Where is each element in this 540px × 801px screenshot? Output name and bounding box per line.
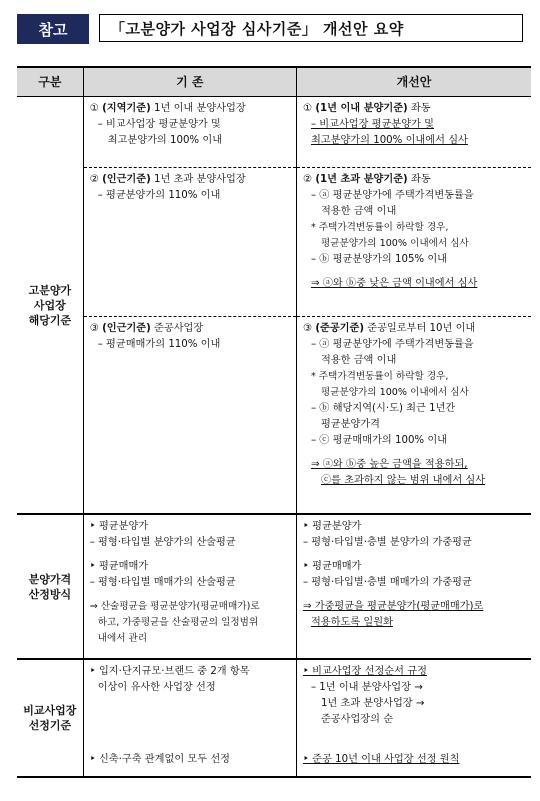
item-heading: ③ (준공기준) 준공일로부터 10년 이내 xyxy=(302,323,476,334)
conclusion-text: ⇒ 산술평균을 평균분양가(평균매매가)로 xyxy=(89,601,260,612)
item-text: – 비교사업장 평균분양가 및 xyxy=(97,119,221,130)
item-text: – 평형·타입별 분양가의 산술평균 xyxy=(89,537,236,548)
column-header-improved: 개선안 xyxy=(296,67,531,97)
note-text: * 주택가격변동률이 하락할 경우, xyxy=(310,222,449,233)
bullet-text: ‣ 신축·구축 관계없이 모두 선정 xyxy=(89,754,230,765)
category-high-price-criteria xyxy=(17,97,83,515)
item-text: – 평형·타입별 매매가의 산술평균 xyxy=(89,577,236,588)
item-text: 최고분양가의 100% 이내에서 심사 xyxy=(310,135,468,146)
item-text: – ⓒ 평균매매가의 100% 이내 xyxy=(310,435,448,446)
bullet-text: ‣ 비교사업장 선정순서 규정 xyxy=(302,666,427,677)
item-text: 적용한 금액 이내 xyxy=(320,206,397,217)
existing-cell xyxy=(83,659,296,777)
note-text: 평균분양가의 100% 이내에서 심사 xyxy=(320,387,469,398)
item-text: – 비교사업장 평균분양가 및 xyxy=(310,119,434,130)
item-text: – ⓐ 평균분양가에 주택가격변동률을 xyxy=(310,339,474,350)
category-label: 사업장 xyxy=(33,298,66,312)
note-text: * 주택가격변동률이 하락할 경우, xyxy=(310,371,449,382)
table-row xyxy=(17,514,531,659)
item-text: – ⓐ 평균분양가에 주택가격변동률을 xyxy=(310,190,474,201)
item-text: 평균분양가격 xyxy=(320,419,380,430)
table-row xyxy=(17,97,531,168)
category-label: 비교사업장 xyxy=(23,704,77,717)
item-text: – 평형·타입별·층별 매매가의 가중평균 xyxy=(302,577,472,588)
bullet-text: ‣ 준공 10년 이내 사업장 선정 원칙 xyxy=(302,754,460,765)
item-text: 최고분양가의 100% 이내 xyxy=(107,135,223,146)
column-header-category: 구분 xyxy=(17,67,83,97)
category-label: 해당기준 xyxy=(28,313,72,327)
category-label: 선정기준 xyxy=(28,719,72,732)
reference-badge: 참고 xyxy=(17,14,89,44)
item-heading: ② (1년 초과 분양기준) 좌동 xyxy=(302,174,431,185)
existing-cell xyxy=(83,168,296,317)
category-label: 산정방식 xyxy=(28,587,72,601)
conclusion-text: 적용하도록 일원화 xyxy=(310,617,393,628)
column-header-existing: 기 존 xyxy=(83,67,296,97)
conclusion-text: ⇒ 가중평균을 평균분양가(평균매매가)로 xyxy=(302,601,484,612)
category-pricing-method xyxy=(17,514,83,659)
item-heading: ① (지역기준) 1년 이내 분양사업장 xyxy=(89,103,246,114)
conclusion-text: ⓒ를 초과하지 않는 범위 내에서 심사 xyxy=(320,475,486,486)
comparison-table xyxy=(17,66,531,778)
conclusion-text: 내에서 관리 xyxy=(97,633,148,644)
improved-cell xyxy=(296,97,531,168)
improved-cell xyxy=(296,659,531,777)
bullet-text: ‣ 평균분양가 xyxy=(89,521,149,532)
item-text: 1년 초과 분양사업장 → xyxy=(320,698,425,709)
item-heading: ① (1년 이내 분양기준) 좌동 xyxy=(302,103,431,114)
item-text: 이상이 유사한 사업장 선정 xyxy=(97,682,216,693)
improved-cell xyxy=(296,514,531,659)
table-row xyxy=(17,168,531,317)
improved-cell xyxy=(296,168,531,317)
category-comparison-selection xyxy=(17,659,83,777)
item-text: – ⓑ 평균분양가의 105% 이내 xyxy=(310,254,448,265)
existing-cell xyxy=(83,514,296,659)
item-text: – ⓑ 해당지역(시·도) 최근 1년간 xyxy=(310,403,456,414)
item-text: 준공사업장의 순 xyxy=(320,714,394,725)
improved-cell xyxy=(296,317,531,515)
item-text: – 1년 이내 분양사업장 → xyxy=(310,682,423,693)
item-text: – 평균매매가의 110% 이내 xyxy=(97,339,221,350)
table-row xyxy=(17,659,531,777)
document-title: 「고분양가 사업장 심사기준」 개선안 요약 xyxy=(99,14,523,42)
bullet-text: ‣ 입지·단지규모·브랜드 중 2개 항목 xyxy=(89,666,250,677)
category-label: 분양가격 xyxy=(28,572,72,586)
item-text: 적용한 금액 이내 xyxy=(320,355,397,366)
bullet-text: ‣ 평균매매가 xyxy=(302,561,362,572)
bullet-text: ‣ 평균분양가 xyxy=(302,521,362,532)
existing-cell xyxy=(83,317,296,515)
item-heading: ② (인근기준) 1년 초과 분양사업장 xyxy=(89,174,246,185)
table-header-row xyxy=(17,67,531,97)
conclusion-text: 하고, 가중평균을 산술평균의 일정범위 xyxy=(97,617,259,628)
category-label: 고분양가 xyxy=(28,283,72,297)
item-heading: ③ (인근기준) 준공사업장 xyxy=(89,323,204,334)
conclusion-text: ⇒ ⓐ와 ⓑ중 낮은 금액 이내에서 심사 xyxy=(310,278,478,289)
conclusion-text: ⇒ ⓐ와 ⓑ중 높은 금액을 적용하되, xyxy=(310,459,468,470)
item-text: – 평균분양가의 110% 이내 xyxy=(97,190,221,201)
bullet-text: ‣ 평균매매가 xyxy=(89,561,149,572)
existing-cell xyxy=(83,97,296,168)
table-row xyxy=(17,317,531,515)
note-text: 평균분양가의 100% 이내에서 심사 xyxy=(320,238,469,249)
item-text: – 평형·타입별·층별 분양가의 가중평균 xyxy=(302,537,472,548)
